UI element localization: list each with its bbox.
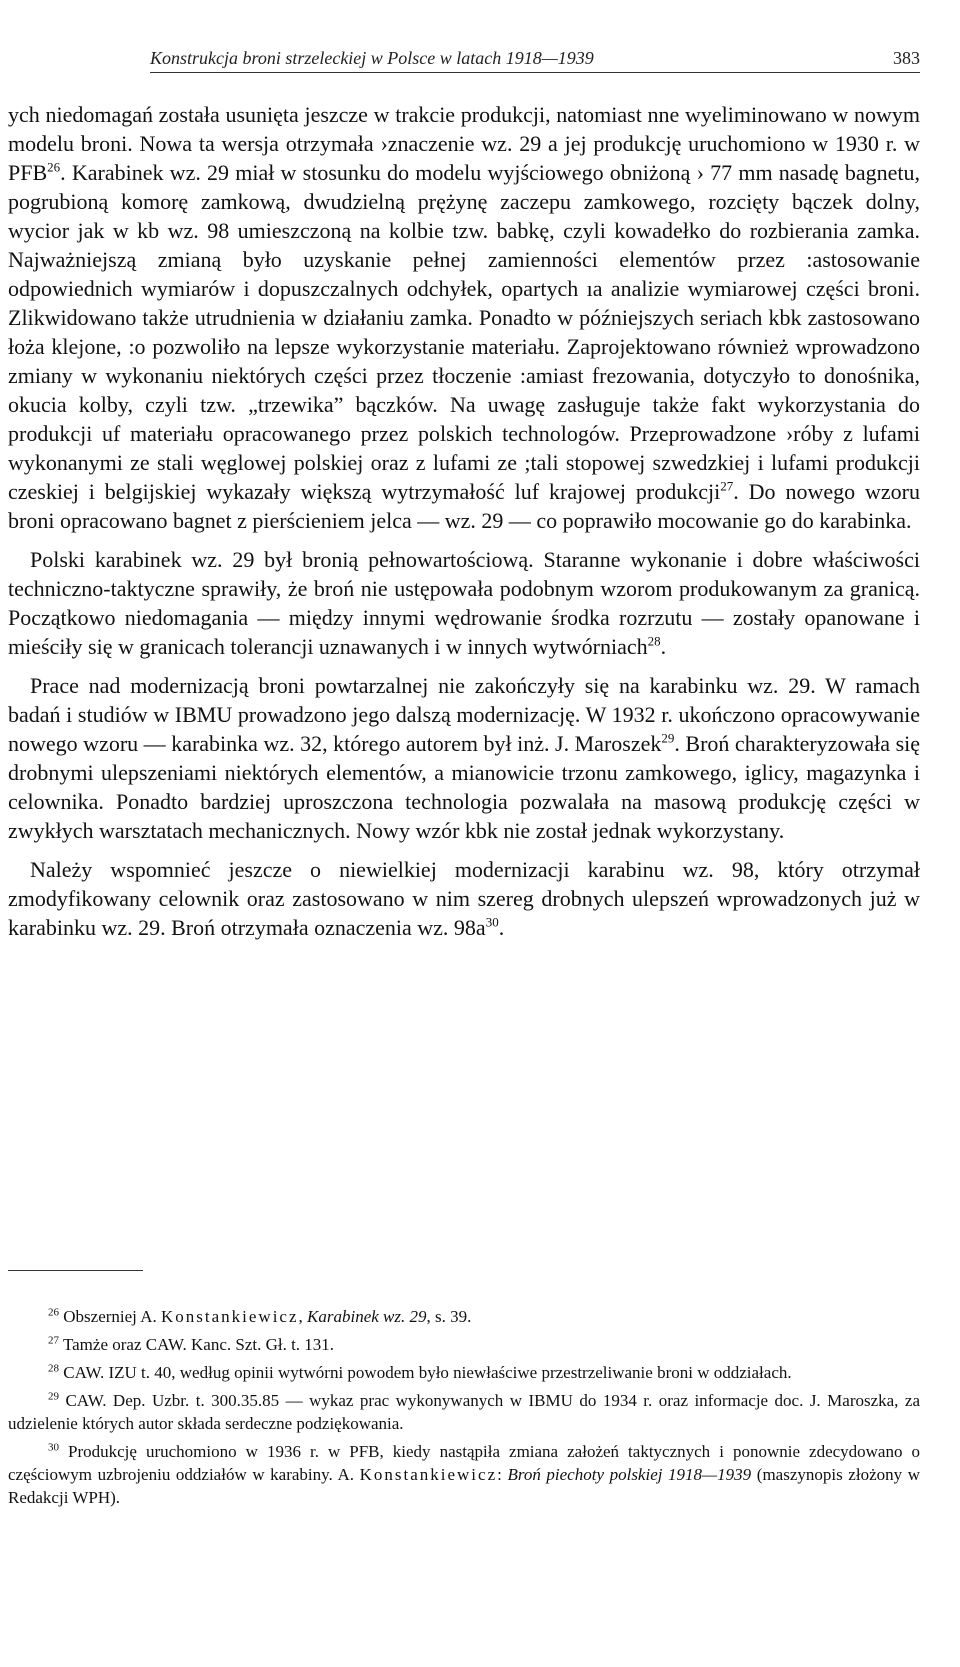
footnote — [8, 1361, 920, 1384]
body-paragraph — [8, 671, 920, 845]
italic-title: Karabinek wz. 29 — [307, 1307, 427, 1326]
footnote-reference: 26 — [48, 1306, 59, 1319]
footnote-separator — [8, 1270, 143, 1271]
text-run: : — [497, 1465, 508, 1484]
footnote — [8, 1305, 920, 1328]
author-name: Konstankiewicz — [160, 1307, 299, 1326]
text-run: (maszynopis złożony w Redakcji WPH). — [8, 1465, 920, 1507]
footnote-reference: 28 — [647, 633, 661, 649]
text-run: Tamże oraz CAW. Kanc. Szt. Gł. t. 131. — [59, 1335, 335, 1354]
text-run: CAW. IZU t. 40, według opinii wytwórni powodem było niewłaściwe przestrzeliwanie broni w oddziałach. — [59, 1363, 792, 1382]
running-header-title: Konstrukcja broni strzeleckiej w Polsce w latach 1918—1939 — [150, 48, 594, 68]
footnote-reference: 28 — [48, 1362, 59, 1375]
footnote-reference: 30 — [48, 1441, 59, 1454]
footnote-reference: 29 — [48, 1390, 59, 1403]
body-paragraph — [8, 545, 920, 661]
footnote-reference: 27 — [720, 478, 734, 494]
footnote-reference: 30 — [485, 914, 499, 930]
body-paragraph — [8, 855, 920, 942]
footnotes — [8, 1305, 920, 1514]
text-run: , s. 39. — [426, 1307, 472, 1326]
text-run: . Broń charakteryzowała się drobnymi ulepszeniami niektórych elementów, a mianowicie trzonu zamkowego, iglicy, magazynka i celownika. Ponadto bardziej uproszczona technologia pozwalała na masową produkcję części w zwykłych warsztatach mechanicznych. Nowy wzór kbk nie został jednak wykorzystany. — [8, 731, 921, 843]
footnote — [8, 1389, 920, 1435]
text-run: . — [660, 634, 667, 659]
italic-title: Broń piechoty polskiej 1918—1939 — [507, 1465, 752, 1484]
text-run: Produkcję uruchomiono w 1936 r. w PFB, kiedy nastąpiła zmiana założeń taktycznych i ponownie zdecydowano o częściowym uzbrojeniu oddziałów w karabiny. A. — [8, 1442, 920, 1484]
text-run: . — [498, 915, 505, 940]
footnote — [8, 1333, 920, 1356]
page-number: 383 — [893, 48, 920, 68]
body-text — [8, 100, 920, 952]
body-paragraph — [8, 100, 920, 535]
text-run: CAW. Dep. Uzbr. t. 300.35.85 — wykaz prac wykonywanych w IBMU do 1934 r. oraz informacje doc. J. Maroszka, za udzielenie których autor składa serdeczne podziękowania. — [8, 1391, 920, 1433]
text-run: . Karabinek wz. 29 miał w stosunku do modelu wyjściowego obniżoną › 77 mm nasadę bagnetu, pogrubioną komorę zamkową, dwudzielną prężynę zaczepu zamkowego, rozcięty bączek dolny, wycior jak w kb wz. 98 umieszczoną na kolbie tzw. babkę, czyli kowadełko do rozbierania zamka. Najważniejszą zmianą było uzyskanie pełnej zamienności elementów przez :astosowanie odpowiednich wymiarów i dopuszczalnych odchyłek, opartych ıa analizie wymiarowej części broni. Zlikwidowano także utrudnienia w działaniu zamka. Ponadto w późniejszych seriach kbk zastosowano łoża klejone, :o pozwoliło na lepsze wykorzystanie materiału. Zaprojektowano również wprowadzono zmiany w wykonaniu niektórych części przez tłoczenie :amiast frezowania, dotyczyło to donośnika, okucia kolby, czyli tzw. „trzewika” bączków. Na uwagę zasługuje także fakt wykorzystania do produkcji uf materiału opracowanego przez polskich technologów. Przeprowadzone ›róby z lufami wykonanymi ze stali węglowej polskiej oraz z lufami ze ;tali stopowej szwedzkiej i lufami produkcji czeskiej i belgijskiej wykazały większą wytrzymałość luf krajowej produkcji — [8, 160, 920, 504]
footnote-reference: 27 — [48, 1334, 59, 1347]
text-run: , — [298, 1307, 308, 1326]
text-run: . Do nowego wzoru broni opracowano bagnet z pierścieniem jelca — wz. 29 — co poprawiło mocowanie go do karabinka. — [8, 479, 920, 533]
header-rule — [150, 72, 920, 73]
footnote-reference: 26 — [47, 159, 61, 175]
author-name: Konstankiewicz — [359, 1465, 498, 1484]
footnote-reference: 29 — [661, 730, 675, 746]
text-run: Prace nad modernizacją broni powtarzalnej nie zakończyły się na karabinku wz. 29. W ramach badań i studiów w IBMU prowadzono jego dalszą modernizację. W 1932 r. ukończono opracowywanie nowego wzoru — karabinka wz. 32, którego autorem był inż. J. Maroszek — [8, 673, 920, 756]
text-run: Należy wspomnieć jeszcze o niewielkiej modernizacji karabinu wz. 98, który otrzymał zmodyfikowany celownik oraz zastosowano w nim szereg drobnych ulepszeń wprowadzonych już w karabinku wz. 29. Broń otrzymała oznaczenia wz. 98a — [8, 857, 920, 940]
text-run: Obszerniej A. — [59, 1307, 161, 1326]
running-header — [150, 48, 920, 69]
footnote — [8, 1440, 920, 1509]
text-run: Polski karabinek wz. 29 był bronią pełnowartościową. Staranne wykonanie i dobre właściwości techniczno-taktyczne sprawiły, że broń nie ustępowała podobnym wzorom produkowanym za granicą. Początkowo niedomagania — między innymi wędrowanie środka rozrzutu — zostały opanowane i mieściły się w granicach tolerancji uznawanych i w innych wytwórniach — [8, 547, 920, 659]
text-run: ych niedomagań została usunięta jeszcze w trakcie produkcji, natomiast nne wyeliminowano w nowym modelu broni. Nowa ta wersja otrzymała ›znaczenie wz. 29 a jej produkcję uruchomiono w 1930 r. w PFB — [8, 102, 920, 185]
